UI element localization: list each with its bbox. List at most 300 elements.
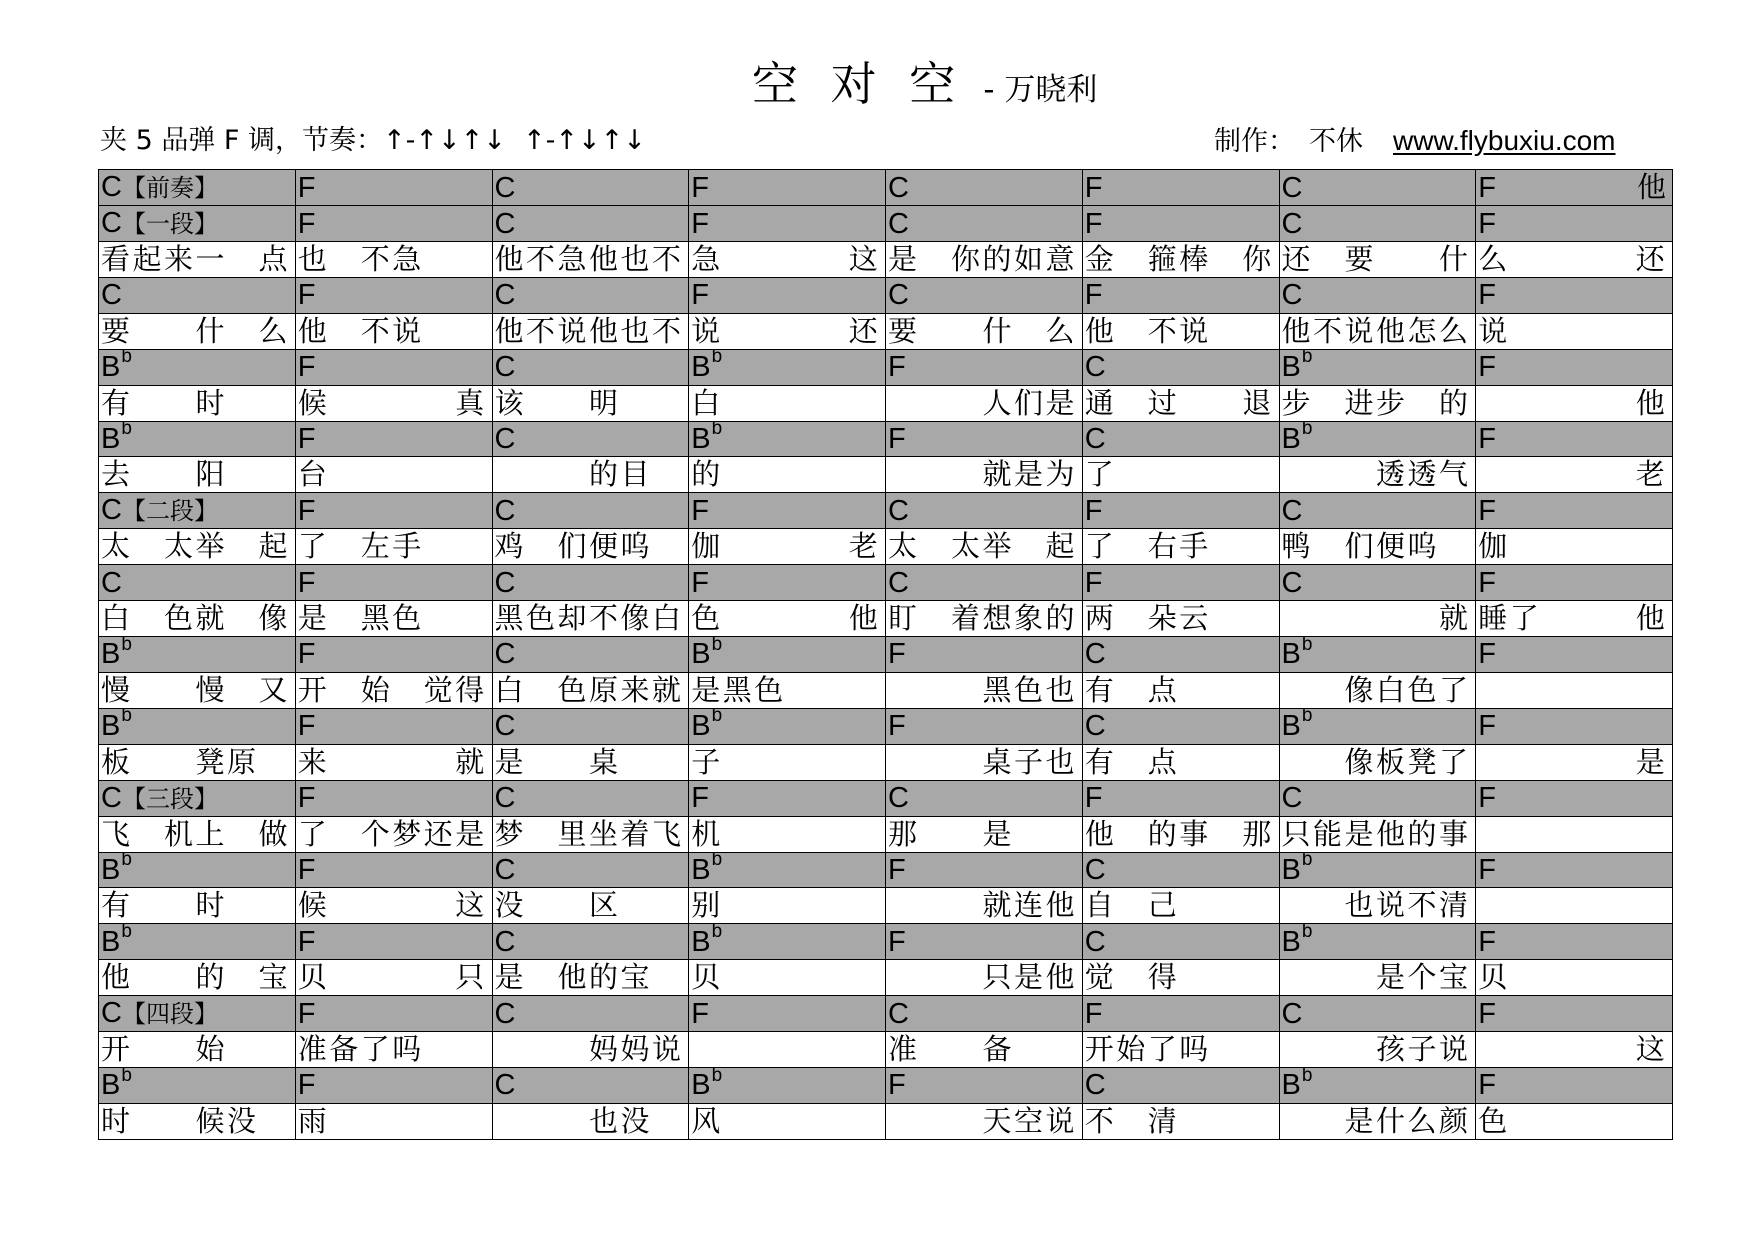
chord-name: F [691,207,709,240]
lyric-cell [689,960,886,996]
chord-name: C [101,207,122,239]
lyric-char: 起 [132,242,162,276]
lyric-char: 明 [589,385,619,420]
chord-name: F [691,566,709,599]
song-title: 空 对 空 [752,57,965,111]
lyric-char: 老 [848,529,878,564]
lyric-char: 区 [589,888,619,923]
flat-sign: b [711,1067,723,1086]
lyric-char: 宝 [258,960,288,994]
lyric-char: 们 [1344,529,1374,564]
lyric-char: 不 [360,313,390,348]
lyric-char: 是 [1344,1103,1374,1138]
lyric-cell [886,242,1083,278]
lyric-char: 妈 [620,1032,650,1066]
lyric-char: 候 [297,888,327,923]
flat-sign: b [121,708,132,727]
lyric-char: 不 [1084,1103,1114,1138]
lyric-char: 他 [1045,888,1075,923]
lyric-char: 目 [620,457,650,492]
lyric-char: 什 [195,313,225,348]
chord-name: C [1084,853,1106,886]
chord-name: $B^b$ [691,1069,722,1101]
chord-name: F [691,782,709,814]
chord-cell [492,637,689,673]
flat-sign: b [121,923,132,942]
lyric-char: 飞 [101,816,131,851]
lyric-char: 了 [1439,672,1469,707]
lyric-char: 说 [1045,1103,1075,1138]
lyric-line [888,242,1082,277]
lyric-char: 宝 [1439,960,1469,994]
lyric-char: 云 [1179,601,1209,635]
lyric-char: 清 [1147,1103,1177,1138]
lyric-char: 要 [101,313,131,348]
chord-cell [492,349,689,385]
lyric-char: 说 [392,313,422,348]
lyric-line [1282,529,1476,564]
lyric-line [1085,601,1279,636]
lyric-char: 不 [526,313,556,348]
chord-cell [1476,637,1673,673]
lyric-char: 说 [1344,313,1374,348]
lyric-line [101,242,295,277]
lyric-char: 只 [455,960,485,994]
chord-name: C [101,566,122,599]
lyric-char: 是 [1344,816,1374,851]
chord-name: C [1084,351,1106,384]
chord-cell [689,565,886,601]
chord-name: $B^b$ [691,854,722,886]
lyric-char: 他 [101,960,131,994]
chord-cell [295,170,492,206]
lyric-cell [492,960,689,996]
lyric-line [298,1104,492,1139]
lyric-char: 他 [1636,170,1666,204]
lyric-cell [689,888,886,924]
lyric-char: 没 [227,1103,257,1138]
lyric-line [1282,817,1476,852]
lyric-cell [1279,960,1476,996]
lyric-char: 说 [1439,1032,1469,1066]
chord-name: F [297,710,316,743]
chord-cell [689,349,886,385]
chord-cell [295,206,492,242]
lyric-char: 己 [1147,888,1177,923]
chord-name: F [1084,207,1103,240]
lyric-char: 举 [195,529,225,564]
chord-cell [689,780,886,816]
lyric-line [1282,242,1476,277]
lyric-cell [295,601,492,637]
lyric-char: 是 [691,672,721,707]
lyric-row [99,313,1673,349]
lyric-line [1085,745,1279,780]
chord-name: F [691,997,709,1030]
website-link[interactable]: www.flybuxiu.com [1393,125,1616,156]
lyric-char: 们 [557,529,587,564]
lyric-line [495,1104,689,1139]
lyric-cell [99,242,296,278]
lyric-cell [1279,242,1476,278]
chord-name: F [888,351,906,384]
lyric-line [298,1032,492,1067]
lyric-row [99,457,1673,493]
chord-name: $B^b$ [101,1069,132,1101]
lyric-char: 也 [1045,744,1075,779]
chord-cell [99,708,296,744]
lyric-char: 盯 [888,601,918,635]
lyric-cell [886,601,1083,637]
lyric-cell [1476,529,1673,565]
chord-name: C [494,207,516,240]
lyric-cell [689,601,886,637]
lyric-char: 伽 [1478,529,1508,564]
lyric-char: 他 [1376,313,1406,348]
lyric-cell [1279,1032,1476,1068]
flat-sign: b [711,923,723,942]
lyric-cell [1476,888,1673,924]
lyric-line [691,457,885,492]
lyric-char: 他 [848,601,878,635]
chord-name: F [297,997,316,1030]
lyric-line [1085,960,1279,995]
lyric-line [101,1104,295,1139]
lyric-cell [886,1103,1083,1139]
chord-cell [99,278,296,314]
lyric-char: 梦 [392,816,422,851]
credit-label: 制作： [1214,126,1295,157]
lyric-char: 你 [951,242,981,276]
chord-name: C [888,171,909,204]
lyric-line [101,314,295,349]
lyric-row [99,672,1673,708]
lyric-cell [886,744,1083,780]
lyric-char: 来 [297,744,327,779]
chord-cell [492,708,689,744]
lyric-line [1282,960,1476,995]
lyric-char: 这 [1635,1032,1665,1066]
chord-cell [492,1068,689,1104]
lyric-line [495,529,689,564]
lyric-char: 没 [494,888,524,923]
chord-cell [1476,924,1673,960]
lyric-char: 色 [1014,672,1044,707]
lyric-char: 急 [392,242,422,276]
lyric-char: 老 [1635,457,1665,492]
lyric-char: 什 [1439,242,1469,276]
lyric-char: 雨 [297,1103,327,1138]
chord-name: C [888,207,909,240]
chord-cell [1476,780,1673,816]
chord-cell [492,170,689,206]
lyric-line [298,817,492,852]
lyric-line [495,601,689,636]
lyric-char: 是 [1635,744,1665,779]
lyric-char: 子 [1407,1032,1437,1066]
lyric-char: 里 [557,816,587,851]
chord-cell [1082,421,1279,457]
lyric-line [1282,745,1476,780]
lyric-char: 就 [652,672,682,707]
lyric-line [495,1032,689,1067]
lyric-char: 事 [1439,816,1469,851]
lyric-cell [689,457,886,493]
chord-name: C [494,997,516,1030]
lyric-cell [99,888,296,924]
lyric-char: 了 [1509,601,1539,635]
lyric-char: 的 [691,457,721,492]
lyric-cell [1476,1103,1673,1139]
lyric-cell [1279,816,1476,852]
capo-rhythm-info: 夹 5 品弹 F 调，节奏：↑-↑↓↑↓ ↑-↑↓↑↓ [100,125,646,156]
chord-cell [689,421,886,457]
chord-name: C [1084,638,1106,671]
credit-block [1214,124,1616,159]
lyric-cell [295,672,492,708]
lyric-line [495,457,689,492]
lyric-char: 宝 [620,960,650,994]
chord-cell [1279,924,1476,960]
chord-name: F [1478,710,1496,743]
lyric-char: 了 [297,816,327,851]
lyric-line [1282,314,1476,349]
chord-name: C [494,782,516,814]
lyric-char: 了 [1147,1032,1177,1066]
lyric-cell [492,1103,689,1139]
flat-sign: b [711,421,723,440]
chord-cell [886,170,1083,206]
chord-cell [295,1068,492,1104]
lyric-char: 黑 [722,672,752,707]
chord-cell [689,708,886,744]
chord-sheet-body [99,170,1673,1140]
lyric-cell [1476,1032,1673,1068]
lyric-char: 白 [494,672,524,707]
chord-name: $B^b$ [101,423,132,455]
lyric-char: 桌 [982,744,1012,779]
lyric-row [99,888,1673,924]
lyric-char: 贝 [691,960,721,994]
chord-name: F [1478,566,1496,599]
chord-cell [1279,852,1476,888]
chord-cell [1476,493,1673,529]
chord-cell [886,493,1083,529]
lyric-char: 要 [1344,242,1374,276]
chord-name: $B^b$ [1282,854,1313,886]
lyric-char: 开 [297,672,327,707]
lyric-char: 慢 [101,672,131,707]
lyric-line [495,817,689,852]
flat-sign: b [121,1067,132,1086]
lyric-char: 的 [195,960,225,994]
chord-name: F [888,638,906,671]
lyric-char: 这 [848,242,878,276]
chord-cell [295,637,492,673]
lyric-char: 原 [227,744,257,779]
lyric-cell [689,744,886,780]
lyric-line [495,386,689,421]
lyric-char: 急 [691,242,721,276]
chord-cell [689,852,886,888]
chord-cell [1279,206,1476,242]
lyric-cell [689,672,886,708]
lyric-char: 始 [1116,1032,1146,1066]
lyric-char: 也 [297,242,327,276]
chord-name: F [1478,422,1496,455]
lyric-row [99,960,1673,996]
lyric-cell [1279,313,1476,349]
chord-cell [295,349,492,385]
lyric-line [1085,242,1279,277]
lyric-row [99,1103,1673,1139]
lyric-cell [886,672,1083,708]
lyric-line [1085,1104,1279,1139]
lyric-cell [1476,816,1673,852]
lyric-line [888,529,1082,564]
chord-row [99,278,1673,314]
lyric-cell [99,457,296,493]
lyric-char: 说 [691,313,721,348]
chord-cell [689,637,886,673]
lyric-row [99,529,1673,565]
flat-sign: b [711,852,723,871]
chord-cell [99,493,296,529]
lyric-line [1478,960,1672,995]
lyric-char: 的 [1439,385,1469,420]
chord-cell [295,493,492,529]
lyric-char: 还 [1281,242,1311,276]
lyric-char: 就 [455,744,485,779]
lyric-char: 有 [1084,672,1114,707]
lyric-char: 飞 [652,816,682,851]
lyric-cell [1082,1103,1279,1139]
lyric-cell [1279,744,1476,780]
lyric-line [1478,242,1672,277]
chord-cell [886,996,1083,1032]
lyric-char: 这 [455,888,485,923]
lyric-line [1478,673,1672,708]
lyric-char: 步 [1281,385,1311,420]
lyric-row [99,816,1673,852]
chord-name: F [1478,925,1496,958]
lyric-char: 准 [297,1032,327,1066]
chord-name: F [297,494,316,527]
lyric-char: 是 [1376,960,1406,994]
chord-name: F [297,782,316,814]
lyric-char: 起 [1045,529,1075,564]
lyric-char: 不 [526,242,556,276]
chord-row [99,421,1673,457]
lyric-cell [295,529,492,565]
lyric-cell [886,385,1083,421]
chord-name: F [297,566,316,599]
lyric-char: 子 [691,744,721,779]
chord-cell [1279,349,1476,385]
lyric-char: 睡 [1478,601,1508,635]
lyric-char: 他 [589,242,619,276]
chord-cell [1476,421,1673,457]
chord-sheet [98,169,1673,1140]
chord-cell [1082,206,1279,242]
lyric-line [691,673,885,708]
lyric-cell [99,672,296,708]
lyric-char: 候 [297,385,327,420]
chord-cell [689,1068,886,1104]
lyric-char: 白 [101,601,131,635]
chord-name: C [494,925,516,958]
chord-name: $B^b$ [101,710,132,742]
lyric-char: 的 [589,457,619,492]
lyric-cell [1082,313,1279,349]
chord-row [99,996,1673,1032]
chord-cell [99,349,296,385]
lyric-cell [99,529,296,565]
lyric-line [1478,817,1672,852]
credit-author: 不休 [1309,126,1363,157]
lyric-char: 他 [297,313,327,348]
lyric-cell [295,1103,492,1139]
lyric-char: 那 [888,816,918,851]
chord-name: C [1084,422,1106,455]
lyric-char: 太 [888,529,918,564]
lyric-char: 开 [1084,1032,1114,1066]
lyric-char: 连 [1014,888,1044,923]
chord-name: F [888,853,906,886]
lyric-line [1282,888,1476,923]
chord-name: F [1478,1069,1496,1102]
chord-cell [1476,565,1673,601]
lyric-line [298,457,492,492]
lyric-char: 如 [1014,242,1044,276]
lyric-char: 透 [1376,457,1406,492]
lyric-line [101,745,295,780]
lyric-char: 该 [494,385,524,420]
lyric-char: 象 [1014,601,1044,635]
chord-cell [99,852,296,888]
lyric-char: 步 [1376,385,1406,420]
lyric-cell [1279,888,1476,924]
lyric-cell [1082,744,1279,780]
lyric-char: 白 [1376,672,1406,707]
chord-cell [1476,1068,1673,1104]
lyric-row [99,1032,1673,1068]
lyric-line [1478,529,1672,564]
lyric-char: 了 [297,529,327,564]
lyric-char: 伽 [691,529,721,564]
lyric-line [1478,457,1672,492]
lyric-line [1085,888,1279,923]
lyric-line [495,888,689,923]
lyric-char: 只 [1281,816,1311,851]
lyric-char: 不 [1313,313,1343,348]
lyric-char: 得 [455,672,485,707]
lyric-cell [1082,888,1279,924]
lyric-cell [689,313,886,349]
chord-cell [1279,1068,1476,1104]
lyric-char: 始 [360,672,390,707]
lyric-line [888,745,1082,780]
chord-name: $B^b$ [691,926,722,958]
lyric-char: 气 [1439,457,1469,492]
chord-name: F [691,171,709,204]
lyric-char: 也 [620,313,650,348]
lyric-char: 梦 [494,816,524,851]
lyric-line [298,673,492,708]
lyric-char: 阳 [195,457,225,492]
lyric-line [298,529,492,564]
chord-name: F [297,279,316,312]
